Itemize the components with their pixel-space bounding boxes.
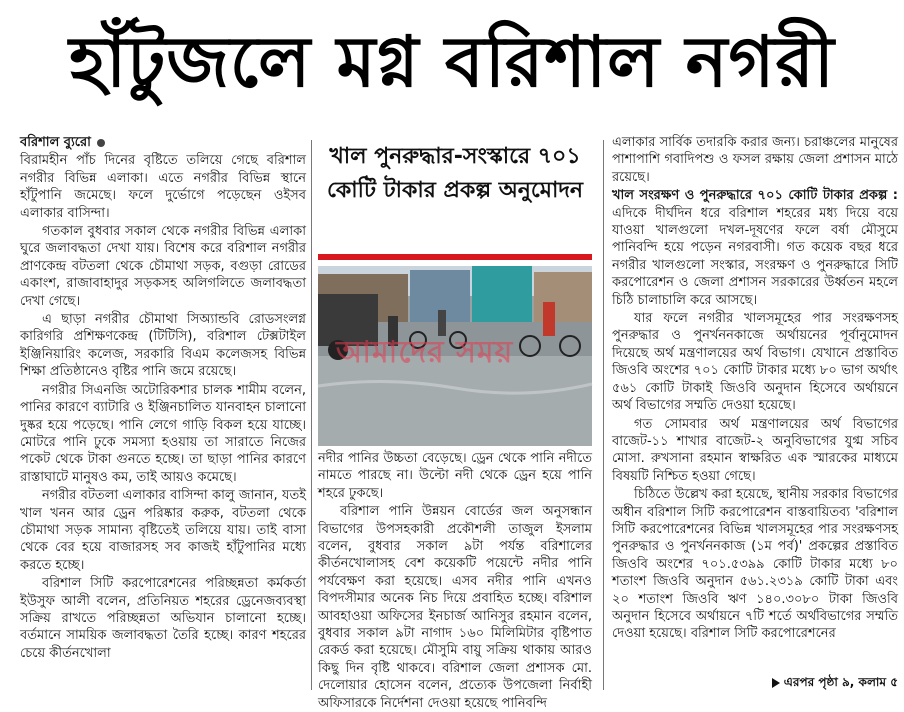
paragraph: চিঠিতে উল্লেখ করা হয়েছে, স্থানীয় সরকার বিভাগের অধীন বরিশাল সিটি করপোরেশন বাস্তবায়িতব্য 'বরিশাল সিটি করপোরেশনের বিভিন্ন খালসমূহের পার সংরক্ষণসহ পুনরুদ্ধার ও পুনর্খননকাজ (১ম পর্ব)' প্রকল্পের প্রস্তাবিত জিওবি অংশের ৭০১.৫৩৯৯ কোটি টাকার মধ্যে ৮০ শতাংশ জিওবি অনুদান ৫৬১.২৩১৯ কোটি টাকা এবং ২০ শতাংশ জিওবি ঋণ ১৪০.৩০৮০ টাকা জিওবি অনুদান হিসেবে অর্থায়নে ৭টি শর্তে অর্থবিভাগের সম্মতি দেওয়া হয়েছে। বরিশাল সিটি করপোরেশনের	[612, 487, 898, 642]
byline	[20, 134, 306, 151]
red-rule	[318, 254, 592, 260]
paragraph: এলাকার সার্বিক তদারকি করার জন্য। চরাঞ্চলের মানুষের পাশাপাশি গবাদিপশু ও ফসল রক্ষায় জেলা প্রশাসন মাঠে রয়েছে।	[612, 135, 898, 185]
paragraph: যার ফলে নগরীর খালসমূহের পার সংরক্ষণসহ পুনরুদ্ধার ও পুনর্খননকাজে অর্থায়নের পূর্বানুমোদন দিয়েছে অর্থ মন্ত্রণালয়ের অর্থ বিভাগ। যেখানে প্রস্তাবিত জিওবি অংশের ৭০১ কোটি টাকার মধ্যে ৮০ ভাগ অর্থাৎ ৫৬১ কোটি টাকাই জিওবি অনুদান হিসেবে অর্থায়নে অর্থ বিভাগের সম্মতি দেওয়া হয়েছে।	[612, 311, 898, 414]
sub-headline: খাল পুনরুদ্ধার-সংস্কারে ৭০১ কোটি টাকার প্রকল্প অনুমোদন	[326, 144, 584, 203]
paragraph: নগরীর বটতলা এলাকার বাসিন্দা কালু জানান, যতই খাল খনন আর ড্রেন পরিষ্কার করুক, বটতলা থেকে চৌমাথা সড়ক সামান্য বৃষ্টিতেই তলিয়ে যায়। তাই বাসা থেকে বের হয়ে বাজারসহ সব কাজই হাঁটুপানির মধ্যে করতে হচ্ছে।	[20, 488, 306, 573]
column-1	[20, 134, 306, 696]
byline-text: বরিশাল ব্যুরো	[20, 135, 91, 150]
paragraph: নগরীর সিএনজি অটোরিকশার চালক শামীম বলেন, পানির কারণে ব্যাটারি ও ইঞ্জিনচালিত যানবাহন চালানো দুষ্কর হয়ে পড়েছে। পানি লেগে গাড়ি বিকল হয়ে যাচ্ছে। মোটরে পানি ঢুকে সমস্যা হওয়ায় তা সারাতে নিজের পকেট থেকে টাকা গুনতে হচ্ছে। তা ছাড়া পানির কারণে রাস্তাঘাটে মানুষও কম, তাই আয়ও কমেছে।	[20, 382, 306, 485]
paragraph: গত সোমবার অর্থ মন্ত্রণালয়ের অর্থ বিভাগের বাজেট-১১ শাখার বাজেট-২ অনুবিভাগের যুগ্ম সচিব মোসা. রুখসানা রহমান স্বাক্ষরিত এক স্মারকের মাধ্যমে বিষয়টি নিশ্চিত হওয়া গেছে।	[612, 416, 898, 484]
headline: হাঁটুজলে মগ্ন বরিশাল নগরী	[69, 20, 835, 103]
paragraph: নদীর পানির উচ্চতা বেড়েছে। ড্রেন থেকে পানি নদীতে নামতে পারছে না। উল্টো নদী থেকে ড্রেন হয়ে পানি শহরে ঢুকছে।	[318, 451, 592, 501]
paragraph: বরিশাল পানি উন্নয়ন বোর্ডের জল অনুসন্ধান বিভাগের উপসহকারী প্রকৌশলী তাজুল ইসলাম বলেন, বুধবার সকাল ৯টা পর্যন্ত বরিশালের কীর্তনখোলাসহ বেশ কয়েকটি পয়েন্টে নদীর পানি পর্যবেক্ষণ করা হয়েছে। এসব নদীর পানি এখনও বিপদসীমার অনেক নিচ দিয়ে প্রবাহিত হচ্ছে। বরিশাল আবহাওয়া অফিসের ইনচার্জ আনিসুর রহমান বলেন, বুধবার সকাল ৯টা নাগাদ ১৬০ মিলিমিটার বৃষ্টিপাত রেকর্ড করা হয়েছে। মৌসুমি বায়ু সক্রিয় থাকায় আরও কিছু দিন বৃষ্টি থাকবে। বরিশাল জেলা প্রশাসক মো. দেলোয়ার হোসেন বলেন, প্রত্যেক উপজেলা নির্বাহী অফিসারকে নির্দেশনা দেওয়া হয়েছে পানিবন্দি	[318, 504, 592, 711]
paragraph	[612, 187, 898, 309]
column-divider	[603, 140, 604, 690]
column-2	[318, 450, 592, 711]
photo-watermark: আমাদের সময়	[336, 335, 514, 370]
continued-reference	[768, 674, 898, 694]
column-divider	[311, 140, 312, 690]
news-photo	[318, 266, 592, 446]
continued-reference-text: এরপর পৃষ্ঠা ৯, কলাম ৫	[783, 675, 898, 689]
section-subhead: খাল সংরক্ষণ ও পুনরুদ্ধারে ৭০১ কোটি টাকার প্রকল্প :	[612, 188, 898, 204]
paragraph: এ ছাড়া নগরীর চৌমাথা সিঅ্যান্ডবি রোডসংলগ্ন কারিগরি প্রশিক্ষণকেন্দ্র (টিটিসি), বরিশাল টেক্সটাইল ইঞ্জিনিয়ারিং কলেজ, সরকারি বিএম কলেজসহ বিভিন্ন শিক্ষা প্রতিষ্ঠানেও বৃষ্টির পানি জমে রয়েছে।	[20, 312, 306, 380]
paragraph: গতকাল বুধবার সকাল থেকে নগরীর বিভিন্ন এলাকা ঘুরে জলাবদ্ধতা দেখা যায়। বিশেষ করে বরিশাল নগরীর প্রাণকেন্দ্র বটতলা থেকে চৌমাথা সড়ক, বগুড়া রোডের একাংশ, রাজাবাহাদুর সড়কসহ অলিগলিতে জলাবদ্ধতা দেখা গেছে।	[20, 224, 306, 309]
column-3	[612, 134, 898, 696]
paragraph: বিরামহীন পাঁচ দিনের বৃষ্টিতে তলিয়ে গেছে বরিশাল নগরীর বিভিন্ন এলাকা। এতে নগরীর বিভিন্ন স্থানে হাঁটুপানি জমেছে। ফলে দুর্ভোগে পড়েছেন ওইসব এলাকার বাসিন্দা।	[20, 153, 306, 221]
paragraph: বরিশাল সিটি করপোরেশনের পরিচ্ছন্নতা কর্মকর্তা ইউসুফ আলী বলেন, প্রতিনিয়ত শহরের ড্রেনেজব্যবস্থা সক্রিয় রাখতে পরিচ্ছন্নতা অভিযান চালানো হচ্ছে। বর্তমানে সাময়িক জলাবদ্ধতা তৈরি হচ্ছে। কারণ শহরের চেয়ে কীর্তনখোলা	[20, 576, 306, 661]
paragraph-text: এদিকে দীর্ঘদিন ধরে বরিশাল শহরের মধ্য দিয়ে বয়ে যাওয়া খালগুলো দখল-দূষণের ফলে বর্ষা মৌসুমে পানিবন্দি হয়ে পড়েন নগরবাসী। গত কয়েক বছর ধরে নগরীর খালগুলো সংস্কার, সংরক্ষণ ও পুনরুদ্ধারে সিটি করপোরেশন ও জেলা প্রশাসন সরকারের উর্ধ্বতন মহলে চিঠি চালাচালি করে আসছে।	[612, 205, 898, 308]
arrow-right-icon	[772, 678, 780, 688]
bullet-icon	[97, 139, 105, 147]
